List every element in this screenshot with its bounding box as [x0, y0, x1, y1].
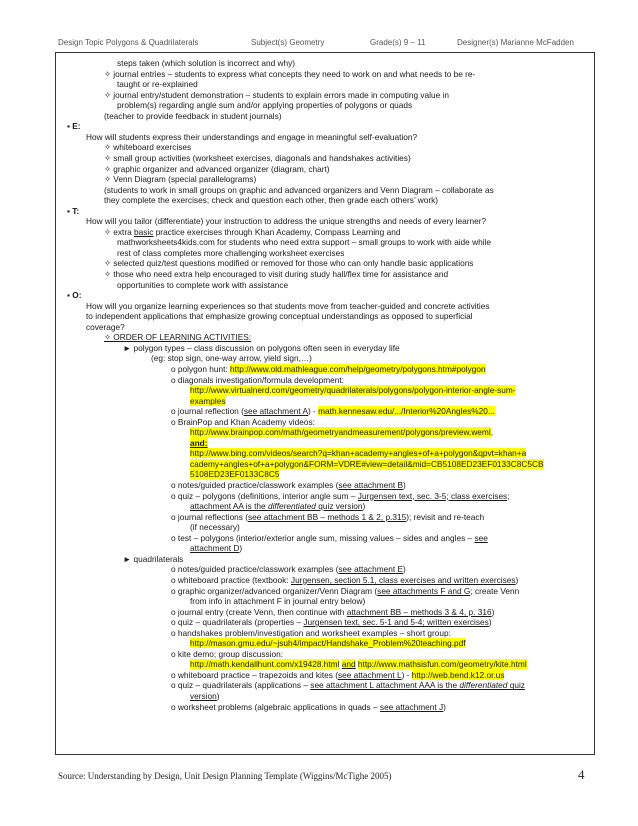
text-segment: see attachment J — [379, 701, 444, 712]
text-segment: quiz version — [315, 501, 363, 512]
text-segment: How will you organize learning experiences so that students move from teacher-guided and concrete activities — [86, 300, 490, 311]
text-segment: (eg: stop sign, one-way arrow, yield sign,…) — [151, 353, 312, 364]
text-line — [171, 586, 519, 597]
text-segment: (teacher to provide feedback in student journals) — [104, 110, 282, 121]
text-line — [123, 343, 400, 354]
text-line — [171, 491, 510, 502]
url-link[interactable]: http://www.mathsisfun.com/geometry/kite.html — [357, 659, 527, 670]
text-segment: see attachment L — [337, 669, 402, 680]
footer-source: Source: Understanding by Design, Unit Design Planning Template (Wiggins/McTighe 2005) — [58, 771, 392, 781]
text-segment: ) - — [401, 669, 412, 680]
url-link[interactable]: http://www.old.mathleague.com/help/geometry/polygons.htm#polygon — [230, 363, 486, 374]
text-segment: o whiteboard practice (textbook: — [171, 574, 291, 585]
text-segment: 5108ED23EF0133C8C5 — [190, 469, 280, 480]
text-segment: taught or re-explained — [117, 79, 198, 90]
text-segment: differentiated — [459, 680, 508, 691]
text-segment: from info in attachment F in journal entry below) — [190, 596, 366, 607]
text-segment: cademy+angles+of+a+polygon&FORM=VDRE#view=detail&mid=CB5108ED23EF0133C8C5CB — [190, 458, 544, 469]
content-box — [55, 52, 595, 755]
text-line — [104, 111, 282, 122]
text-line — [104, 185, 494, 196]
text-segment: ; create Venn — [470, 585, 520, 596]
text-line — [171, 406, 495, 417]
text-segment: O: — [72, 290, 82, 301]
text-line — [171, 575, 518, 586]
text-line — [104, 269, 448, 280]
text-segment: o notes/guided practice/classwork examples ( — [171, 480, 339, 490]
text-segment: practice exercises through Khan Academy, Compass Learning and — [153, 226, 401, 237]
text-segment: differentiated — [267, 501, 316, 512]
text-segment: , — [490, 427, 493, 438]
url-link[interactable]: math.kennesaw.edu/.../Interior%20Angles%20... — [318, 406, 495, 417]
text-line — [86, 311, 473, 322]
text-line — [171, 702, 446, 713]
text-segment: see — [474, 532, 488, 543]
text-segment: ) — [216, 691, 220, 701]
text-segment: and — [341, 659, 356, 670]
text-segment: see attachment B — [338, 480, 403, 490]
text-segment: attachment BB – methods 3 & 4, p. 316 — [346, 606, 492, 617]
text-line — [171, 512, 484, 523]
text-segment: see attachment A — [243, 406, 308, 417]
text-segment: ) — [488, 617, 492, 628]
text-segment: ) — [402, 564, 406, 575]
text-line — [86, 322, 125, 333]
text-segment: mathworksheets4kids.com for students who need extra support – small groups to work with aide while — [117, 237, 492, 248]
text-segment: o journal entry (create Venn, then continue with — [171, 606, 347, 617]
text-segment: ► polygon types – class discussion on polygons often seen in everyday life — [123, 342, 400, 353]
text-segment: ✧ whiteboard exercises — [104, 142, 192, 153]
text-segment: o quiz – polygons (definitions, interior angle sum – — [171, 490, 358, 501]
text-line — [104, 142, 191, 153]
text-segment: Jurgensen text, sec. 5-1 and 5-4; written exercises — [303, 617, 489, 628]
text-line — [190, 596, 365, 607]
text-segment: they complete the exercises; check and question each other, then grade each others’ work) — [104, 195, 439, 206]
text-segment: ) — [515, 574, 519, 585]
text-segment: ✧ ORDER OF LEARNING ACTIVITIES: — [104, 332, 252, 343]
text-segment: ✧ extra — [104, 226, 135, 237]
text-segment: quiz — [507, 680, 525, 691]
text-line — [104, 153, 411, 164]
text-line — [86, 132, 417, 143]
text-segment: ) — [491, 606, 495, 617]
text-line — [86, 216, 486, 227]
text-line — [117, 58, 295, 69]
text-segment: examples — [190, 395, 226, 406]
text-segment: version — [190, 691, 217, 701]
text-segment: o test – polygons (interior/exterior angle sum, missing values – sides and angles – — [171, 532, 475, 543]
text-segment: ) — [239, 543, 243, 554]
text-segment: ); revisit and re-teach — [406, 511, 485, 522]
text-line — [151, 353, 312, 364]
text-segment: attachment D — [190, 543, 240, 554]
text-line — [171, 607, 494, 618]
text-segment: rest of class completes more challenging worksheet exercises — [117, 247, 345, 258]
text-segment: ► quadrilaterals — [123, 553, 184, 564]
text-line — [190, 501, 365, 512]
text-line — [171, 533, 488, 544]
text-line — [104, 174, 256, 185]
text-line — [104, 195, 438, 206]
text-segment: o diagonals investigation/formula development: — [171, 374, 344, 385]
text-segment: (if necessary) — [190, 522, 240, 533]
text-line — [190, 459, 544, 470]
text-line — [67, 206, 79, 217]
text-segment: ) — [443, 701, 446, 712]
text-line — [190, 385, 516, 396]
text-segment: o kite demo; group discussion: — [171, 648, 284, 659]
text-segment: ▪ — [67, 121, 73, 132]
text-line — [104, 332, 251, 343]
text-segment: (students to work in small groups on graphic and advanced organizers and Venn Diagram – collaborate as — [104, 184, 494, 195]
page-number: 4 — [578, 767, 585, 782]
subject: Subject(s) Geometry — [251, 38, 325, 47]
text-line — [104, 69, 475, 80]
text-segment: and: — [190, 437, 208, 448]
text-line — [171, 480, 406, 491]
text-line — [171, 628, 451, 639]
text-segment: o quiz – quadrilaterals (properties – — [171, 617, 304, 628]
text-line — [171, 364, 486, 375]
text-segment: ▪ — [67, 290, 73, 301]
url-link[interactable]: http://www.brainpop.com/math/geometryandmeasurement/polygons/preview.weml — [190, 427, 491, 438]
text-segment: o BrainPop and Khan Academy videos: — [171, 416, 315, 427]
designer: Designer(s) Marianne McFadden — [457, 38, 574, 47]
text-segment: see attachment L attachment AAA is the — [310, 680, 460, 691]
text-line — [117, 79, 198, 90]
text-line — [190, 438, 208, 449]
text-line — [104, 90, 449, 101]
text-segment: o journal reflection ( — [171, 406, 244, 417]
text-line — [190, 396, 226, 407]
text-line — [117, 100, 412, 111]
url-link[interactable]: http://web.bend.k12.or.us — [411, 669, 505, 680]
text-segment: o notes/guided practice/classwork examples ( — [171, 564, 339, 575]
text-line — [117, 280, 288, 291]
text-line — [190, 691, 220, 702]
text-line — [117, 237, 491, 248]
text-segment: see attachments F and G — [377, 585, 471, 596]
text-line — [104, 227, 400, 238]
grade: Grade(s) 9 – 11 — [370, 38, 426, 47]
text-segment: How will you tailor (differentiate) your instruction to address the unique strengths and needs of every learner? — [86, 216, 487, 227]
text-segment: ✧ small group activities (worksheet exercises, diagonals and handshakes activities) — [104, 152, 411, 163]
text-line — [171, 417, 315, 428]
text-segment: to independent applications that emphasize growing conceptual understandings as opposed to superficial — [86, 311, 473, 322]
text-segment: How will students express their understandings and engage in meaningful self-evaluation? — [86, 131, 418, 142]
text-line — [190, 427, 493, 438]
text-segment: o whiteboard practice – trapezoids and kites ( — [171, 669, 338, 680]
text-segment: o quiz – quadrilaterals (applications – — [171, 680, 311, 691]
text-line — [190, 448, 526, 459]
url-link[interactable]: http://www.virtualnerd.com/geometry/quadrilaterals/polygons/polygon-interior-angle-sum- — [190, 385, 516, 396]
text-line — [190, 543, 242, 554]
text-segment: ✧ graphic organizer and advanced organizer (diagram, chart) — [104, 163, 330, 174]
text-segment: ) — [362, 501, 366, 512]
text-segment: o worksheet problems (algebraic applications in quads – — [171, 701, 380, 712]
text-segment: steps taken (which solution is incorrect and why) — [117, 58, 296, 68]
text-line — [67, 121, 81, 132]
text-segment: opportunities to complete work with assistance — [117, 279, 289, 290]
text-segment: E: — [72, 121, 81, 132]
text-segment: Jurgensen, section 5.1, class exercises and written exercises — [290, 574, 516, 585]
text-line — [171, 375, 344, 386]
text-segment: ✧ journal entry/student demonstration – students to explain errors made in computing value in — [104, 89, 450, 100]
text-line — [104, 258, 473, 269]
text-segment: ) - — [308, 406, 319, 417]
text-segment: o journal reflections ( — [171, 511, 249, 522]
text-segment: basic — [134, 226, 154, 237]
text-segment: problem(s) regarding angle sum and/or applying properties of polygons or quads — [117, 100, 413, 111]
text-line — [123, 554, 183, 565]
text-segment: ▪ — [67, 205, 73, 216]
text-segment: attachment AA is the — [190, 501, 268, 512]
text-segment: ✧ journal entries – students to express what concepts they need to work on and what needs to be re- — [104, 68, 476, 79]
text-line — [190, 638, 466, 649]
text-line — [171, 617, 492, 628]
text-line — [117, 248, 344, 259]
url-link[interactable]: http://math.kendallhunt.com/x19428.html — [190, 659, 340, 670]
text-segment: T: — [72, 205, 80, 216]
text-segment: coverage? — [86, 321, 125, 332]
text-line — [86, 301, 490, 312]
text-line — [171, 564, 406, 575]
text-line — [67, 290, 81, 301]
text-line — [104, 164, 330, 175]
text-line — [171, 670, 504, 681]
url-link[interactable]: http://www.bing.com/videos/search?q=khan+academy+angles+of+a+polygon&qpvt=khan+a — [190, 448, 527, 459]
text-segment: o polygon hunt: — [171, 363, 231, 374]
url-link[interactable]: http://mason.gmu.edu/~jsuh4/impact/Handshake_Problem%20teaching.pdf — [190, 638, 466, 649]
text-segment: ✧ those who need extra help encouraged to visit during study hall/flex time for assistance and — [104, 269, 449, 279]
text-segment: o graphic organizer/advanced organizer/Venn Diagram ( — [171, 585, 378, 596]
text-segment: ✧ Venn Diagram (special parallelograms) — [104, 174, 257, 185]
design-topic: Design Topic Polygons & Quadrilaterals — [58, 38, 199, 47]
text-line — [190, 522, 240, 533]
text-segment: ✧ selected quiz/test questions modified or removed for those who can only handle basic applications — [104, 258, 474, 269]
text-segment: see attachment E — [338, 564, 403, 575]
text-segment: Jurgensen text, sec. 3-5; class exercises; — [357, 490, 510, 501]
text-line — [190, 469, 279, 480]
text-line — [171, 649, 283, 660]
text-line — [171, 680, 525, 691]
text-segment: see attachment BB – methods 1 & 2, p.315 — [248, 511, 407, 522]
text-segment: ) — [402, 480, 406, 490]
text-segment: o handshakes problem/investigation and worksheet examples – short group: — [171, 627, 451, 638]
text-line — [190, 659, 527, 670]
